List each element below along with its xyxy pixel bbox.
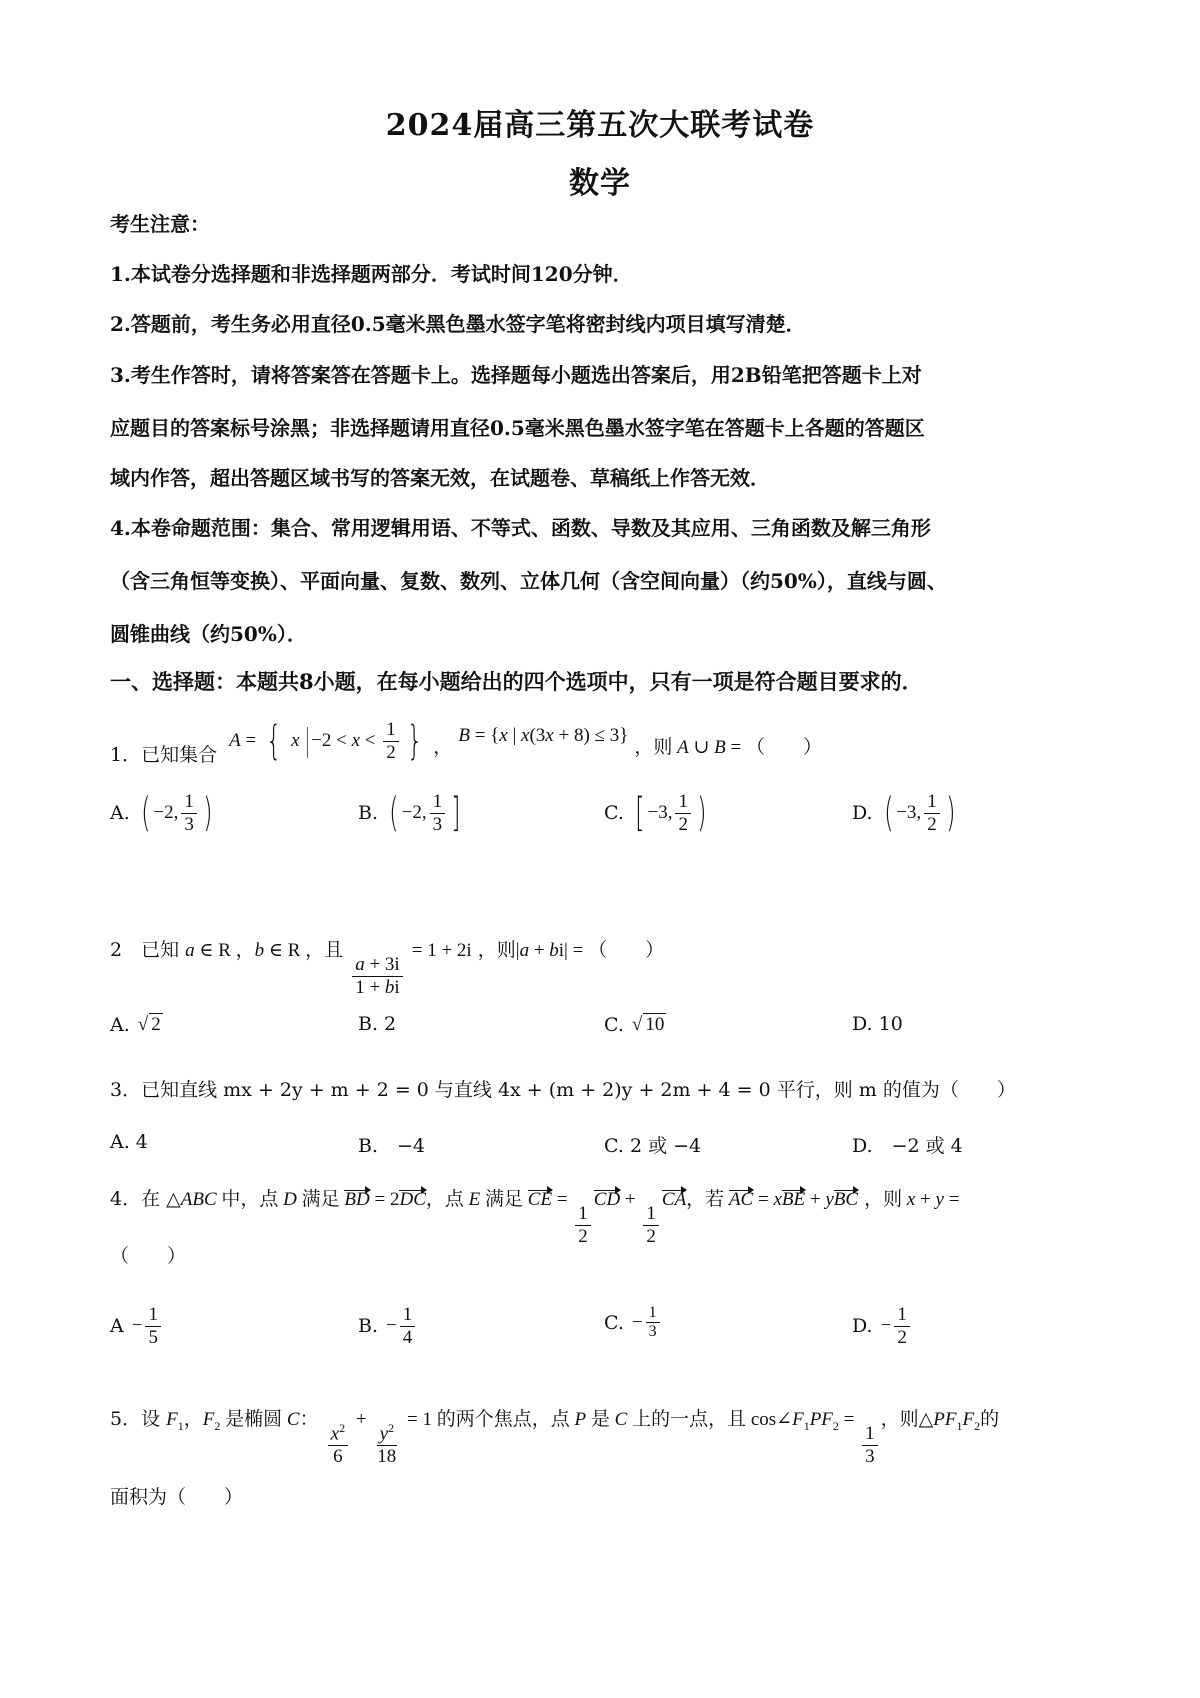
q5-tail: 的 <box>980 1408 1000 1430</box>
note-line: 4.本卷命题范围：集合、常用逻辑用语、不等式、函数、导数及其应用、三角函数及解三角形 <box>110 516 931 540</box>
question-3: 3．已知直线 mx + 2y + m + 2 = 0 与直线 4x + (m + 2)y + 2m + 4 = 0 平行，则 m 的值为（ ） <box>110 1079 1016 1101</box>
q2-tail: ，则|a + bi| = （ ） <box>477 940 665 961</box>
q1-option-a[interactable]: A. ( −2, $\frac{1}{3}$ ) <box>110 790 213 836</box>
q2-number: 2 已知 <box>110 939 180 961</box>
q5-number: 5．设 <box>110 1408 161 1430</box>
q3-option-c[interactable]: C. 2 或 −4 <box>604 1135 702 1157</box>
notes-heading: 考生注意： <box>110 212 210 236</box>
q4-tail: ，则 x + y = <box>864 1189 960 1210</box>
note-line: 2.答题前，考生务必用直径0.5毫米黑色墨水签字笔将密封线内项目填写清楚． <box>110 312 806 336</box>
q1-number: 1．已知集合 <box>110 744 218 766</box>
q1-option-d[interactable]: D. ( −3, $\frac{1}{2}$ ) <box>852 790 956 836</box>
q3-option-d[interactable]: D. −2 或 4 <box>852 1135 963 1157</box>
q4-option-b[interactable]: B. − $\frac{1}{4}$ <box>358 1304 418 1349</box>
note-line: （含三角恒等变换）、平面向量、复数、数列、立体几何（含空间向量）（约50%），直线与圆、 <box>110 569 947 593</box>
q3-option-b[interactable]: B. −4 <box>358 1135 426 1157</box>
q4-option-a[interactable]: A − $\frac{1}{5}$ <box>110 1304 164 1349</box>
q3-option-a[interactable]: A. 4 <box>110 1131 148 1153</box>
note-line: 1.本试卷分选择题和非选择题两部分．考试时间120分钟． <box>110 262 633 286</box>
q4-option-c[interactable]: C. − $\frac{1}{3}$ <box>604 1304 663 1342</box>
q1-comma: ， <box>433 736 453 758</box>
q1-option-c[interactable]: C. [ −3, $\frac{1}{2}$ ) <box>604 790 707 836</box>
q2-option-b[interactable]: B. 2 <box>358 1013 397 1035</box>
q2-option-a[interactable]: A. √ 2 <box>110 1013 161 1036</box>
exam-title: 2024届高三第五次大联考试卷 <box>385 108 815 143</box>
question-1 <box>110 718 822 767</box>
q1-set-b: B = {x | x(3x + 8) ≤ 3} <box>458 725 629 746</box>
q5-line2: 面积为（ ） <box>110 1486 244 1508</box>
q2-option-c[interactable]: C. √ 10 <box>604 1013 665 1036</box>
q1-option-b[interactable]: B. ( −2, $\frac{1}{3}$ ] <box>358 790 461 836</box>
question-2: 2 已知 a ∈ R ，b ∈ R ，且 $\frac{a + 3i}{1 + bi}$ = 1 + 2i ，则|a + bi| = （ ） <box>110 939 665 998</box>
note-line: 域内作答，超出答题区域书写的答案无效，在试题卷、草稿纸上作答无效． <box>110 466 770 490</box>
note-line: 3.考生作答时，请将答案答在答题卡上。选择题每小题选出答案后，用2B铅笔把答题卡上对 <box>110 363 922 387</box>
q2-option-d[interactable]: D. 10 <box>852 1013 903 1035</box>
section-heading: 一、选择题：本题共8小题，在每小题给出的四个选项中，只有一项是符合题目要求的． <box>110 669 923 694</box>
note-line: 圆锥曲线（约50%）． <box>110 622 307 646</box>
q4-option-d[interactable]: D. − $\frac{1}{2}$ <box>852 1304 913 1349</box>
note-line: 应题目的答案标号涂黑；非选择题请用直径0.5毫米黑色墨水签字笔在答题卡上各题的答题区 <box>110 416 925 440</box>
subject-title: 数学 <box>569 166 631 201</box>
q1-tail: ，则 A ∪ B = （ ） <box>634 737 822 758</box>
q1-set-a: A = { x | −2 < x < $\frac{1}{2}$ } <box>229 718 423 764</box>
q4-number: 4．在 <box>110 1188 161 1210</box>
question-5: 5．设 $F_1$，$F_2$ 是椭圆 C： $\frac{x^2}{6}$ + $\frac{y^2}{18}$ = 1 的两个焦点，点 P 是 C 上的一点，且 $\cos\angle F_1PF_2$ = $\frac{1}{3}$ ，则$\triangle PF_1F_2$的 <box>110 1408 1000 1467</box>
question-4: 4．在 △ABC 中，点 D 满足 BD = 2DC，点 E 满足 CE = $\frac{1}{2}$ CD + $\frac{1}{2}$ CA，若 AC = xBE + yBC ，则 x + y = <box>110 1188 960 1247</box>
q4-paren: （ ） <box>110 1245 187 1267</box>
